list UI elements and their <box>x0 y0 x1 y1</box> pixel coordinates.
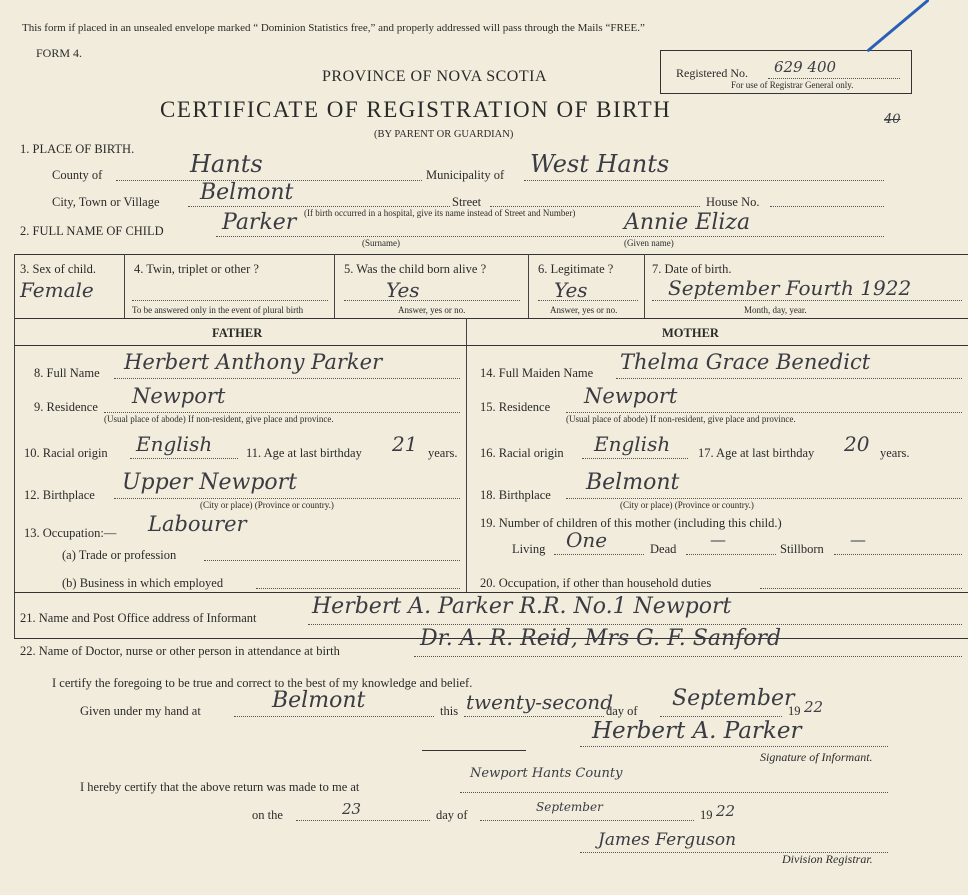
mother-name-line <box>616 378 962 379</box>
details-top-rule <box>14 254 968 255</box>
mother-residence-label: 15. Residence <box>480 400 551 414</box>
mother-birthplace-line <box>566 498 962 499</box>
certify-statement: I certify the foregoing to be true and correct to the best of my knowledge and belief. <box>52 676 473 690</box>
children-label: 19. Number of children of this mother (including this child.) <box>480 516 782 530</box>
father-residence-label: 9. Residence <box>34 400 98 414</box>
father-heading: FATHER <box>212 326 263 340</box>
registrar-note: For use of Registrar General only. <box>731 80 854 90</box>
mother-name-label: 14. Full Maiden Name <box>480 366 594 380</box>
mother-age-label: 17. Age at last birthday <box>698 446 815 460</box>
municipality-label: Municipality of <box>426 168 505 182</box>
dead-line <box>686 554 776 555</box>
registrar-year: 22 <box>716 802 736 820</box>
sex-label: 3. Sex of child. <box>20 262 97 276</box>
registrar-signature: James Ferguson <box>598 830 737 850</box>
business-label: (b) Business in which employed <box>62 576 224 590</box>
informant-value: Herbert A. Parker R.R. No.1 Newport <box>312 594 732 619</box>
street-line <box>490 206 700 207</box>
divider-3-4 <box>124 254 125 318</box>
informant-signature: Herbert A. Parker <box>592 718 802 744</box>
living-line <box>554 554 644 555</box>
given-month: September <box>672 686 795 711</box>
municipality-line <box>524 180 884 181</box>
given-caption: (Given name) <box>624 238 674 248</box>
margin-mark: 40 <box>884 112 901 127</box>
father-age-label: 11. Age at last birthday <box>246 446 362 460</box>
certificate-title: CERTIFICATE OF REGISTRATION OF BIRTH <box>160 97 672 122</box>
informant-top-rule <box>14 592 968 593</box>
mother-origin: English <box>594 432 671 456</box>
signature-caption: Signature of Informant. <box>760 750 873 764</box>
mother-occupation-label: 20. Occupation, if other than household duties <box>480 576 712 590</box>
father-name: Herbert Anthony Parker <box>124 350 383 374</box>
certificate-subtitle: (BY PARENT OR GUARDIAN) <box>374 129 514 140</box>
house-label: House No. <box>706 195 760 209</box>
city-value: Belmont <box>200 180 294 205</box>
date-value: September Fourth 1922 <box>668 276 912 300</box>
mother-residence-line <box>566 412 962 413</box>
legitimate-line <box>538 300 638 301</box>
left-border <box>14 254 15 638</box>
child-name-label: 2. FULL NAME OF CHILD <box>20 224 164 238</box>
county-label: County of <box>52 168 103 182</box>
mother-birthplace-note: (City or place) (Province or country.) <box>620 500 754 510</box>
living-label: Living <box>512 542 546 556</box>
alive-line <box>344 300 520 301</box>
father-occupation: Labourer <box>148 512 247 536</box>
legitimate-label: 6. Legitimate ? <box>538 262 614 276</box>
mother-name: Thelma Grace Benedict <box>620 350 871 374</box>
given-place-line <box>234 716 434 717</box>
mother-origin-label: 16. Racial origin <box>480 446 564 460</box>
province-title: PROVINCE OF NOVA SCOTIA <box>322 68 548 85</box>
doctor-value: Dr. A. R. Reid, Mrs G. F. Sanford <box>420 626 782 651</box>
mother-birthplace-label: 18. Birthplace <box>480 488 551 502</box>
father-origin-line <box>130 458 238 459</box>
parents-divider <box>466 318 467 592</box>
surname-caption: (Surname) <box>362 238 400 248</box>
registrar-year-prefix: 19 <box>700 808 713 822</box>
mother-residence: Newport <box>584 384 678 408</box>
city-line <box>188 206 450 207</box>
trade-line <box>204 560 460 561</box>
father-residence-line <box>104 412 460 413</box>
doctor-label: 22. Name of Doctor, nurse or other person in attendance at birth <box>20 644 340 658</box>
father-birthplace-line <box>114 498 460 499</box>
date-label: 7. Date of birth. <box>652 262 732 276</box>
legitimate-note: Answer, yes or no. <box>550 305 618 315</box>
short-rule <box>422 750 526 751</box>
divider-5-6 <box>528 254 529 318</box>
check-mark-icon <box>866 0 929 52</box>
mother-age: 20 <box>844 432 870 456</box>
given-day: twenty-second <box>466 690 613 714</box>
living-value: One <box>566 528 608 552</box>
mother-years: years. <box>880 446 910 460</box>
registrar-day-label: day of <box>436 808 468 822</box>
child-name-line <box>216 236 884 237</box>
father-birthplace-note: (City or place) (Province or country.) <box>200 500 334 510</box>
given-month-line <box>660 716 782 717</box>
signature-line <box>580 746 888 747</box>
given-year: 22 <box>804 698 824 716</box>
registrar-statement: I hereby certify that the above return was made to me at <box>80 780 360 794</box>
date-note: Month, day, year. <box>744 305 807 315</box>
county-value: Hants <box>190 150 263 178</box>
date-line <box>652 300 962 301</box>
stillborn-line <box>834 554 962 555</box>
father-residence: Newport <box>132 384 226 408</box>
stillborn-label: Stillborn <box>780 542 824 556</box>
father-age: 21 <box>392 432 418 456</box>
registrar-place: Newport Hants County <box>470 766 623 781</box>
informant-label: 21. Name and Post Office address of Informant <box>20 611 257 625</box>
father-birthplace-label: 12. Birthplace <box>24 488 95 502</box>
hospital-note: (If birth occurred in a hospital, give its name instead of Street and Number) <box>304 208 576 218</box>
registered-number: 629 400 <box>774 58 837 76</box>
place-of-birth-label: 1. PLACE OF BIRTH. <box>20 142 135 156</box>
given-place: Belmont <box>272 688 366 713</box>
child-given-name: Annie Eliza <box>624 210 751 235</box>
divider-6-7 <box>644 254 645 318</box>
business-line <box>256 588 460 589</box>
registered-label: Registered No. <box>676 66 748 80</box>
trade-label: (a) Trade or profession <box>62 548 177 562</box>
house-line <box>770 206 884 207</box>
father-residence-note: (Usual place of abode) If non-resident, give place and province. <box>104 414 334 424</box>
registered-line <box>768 78 900 79</box>
mother-birthplace: Belmont <box>586 470 680 495</box>
twin-note: To be answered only in the event of plural birth <box>132 305 304 315</box>
alive-note: Answer, yes or no. <box>398 305 466 315</box>
dead-value: — <box>710 530 726 549</box>
given-day-line <box>464 716 604 717</box>
dead-label: Dead <box>650 542 677 556</box>
on-label: on the <box>252 808 283 822</box>
registrar-caption: Division Registrar. <box>782 852 873 866</box>
father-name-label: 8. Full Name <box>34 366 100 380</box>
father-origin: English <box>136 432 213 456</box>
informant-line <box>308 624 962 625</box>
mother-occupation-line <box>760 588 962 589</box>
alive-value: Yes <box>386 278 420 302</box>
form-number: FORM 4. <box>36 46 83 60</box>
mother-residence-note: (Usual place of abode) If non-resident, give place and province. <box>566 414 796 424</box>
parents-heading-rule <box>14 345 968 346</box>
father-occupation-label: 13. Occupation:— <box>24 526 117 540</box>
dayof-label: day of <box>606 704 638 718</box>
mother-origin-line <box>582 458 688 459</box>
father-name-line <box>114 378 460 379</box>
given-year-prefix: 19 <box>788 704 801 718</box>
doctor-line <box>414 656 962 657</box>
divider-4-5 <box>334 254 335 318</box>
details-bottom-rule <box>14 318 968 319</box>
father-origin-label: 10. Racial origin <box>24 446 108 460</box>
father-years: years. <box>428 446 458 460</box>
street-label: Street <box>452 195 482 209</box>
registrar-month: September <box>536 800 603 814</box>
registrar-place-line <box>460 792 888 793</box>
registrar-day-line <box>296 820 430 821</box>
city-label: City, Town or Village <box>52 195 160 209</box>
given-label: Given under my hand at <box>80 704 201 718</box>
mother-heading: MOTHER <box>662 326 719 340</box>
stillborn-value: — <box>850 530 866 549</box>
registrar-month-line <box>480 820 694 821</box>
mail-notice: This form if placed in an unsealed envelope marked “ Dominion Statistics free,” and properly addressed will pass through the Mails “FREE.” <box>22 22 645 34</box>
alive-label: 5. Was the child born alive ? <box>344 262 487 276</box>
sex-value: Female <box>20 278 94 302</box>
twin-line <box>132 300 328 301</box>
child-surname: Parker <box>222 210 297 235</box>
twin-label: 4. Twin, triplet or other ? <box>134 262 259 276</box>
registrar-day: 23 <box>342 800 362 818</box>
father-birthplace: Upper Newport <box>122 470 298 495</box>
legitimate-value: Yes <box>554 278 588 302</box>
this-label: this <box>440 704 459 718</box>
municipality-value: West Hants <box>530 150 670 178</box>
